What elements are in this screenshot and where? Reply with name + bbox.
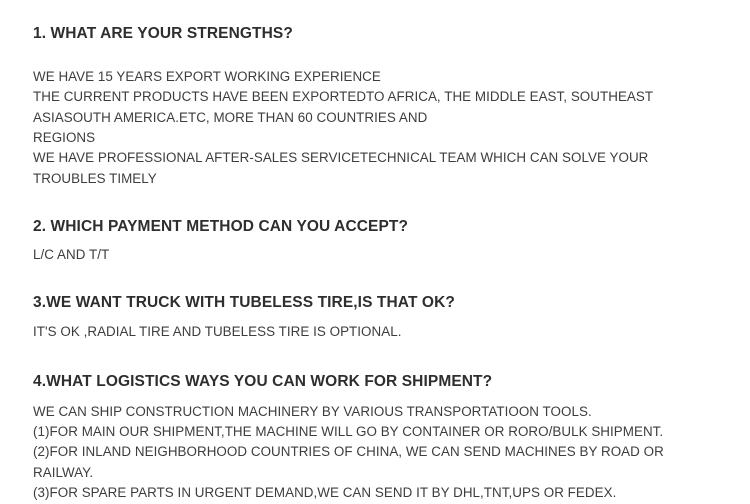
faq-answer bbox=[33, 245, 720, 265]
faq-answer bbox=[33, 322, 720, 342]
faq-answer-line: REGIONS bbox=[33, 130, 96, 146]
faq-block-tubeless-tire bbox=[33, 293, 720, 342]
faq-block-payment-method bbox=[33, 217, 720, 265]
faq-answer-line: (3)FOR SPARE PARTS IN URGENT DEMAND,WE CAN SEND IT BY DHL,TNT,UPS OR FEDEX. bbox=[33, 485, 617, 501]
faq-answer-line: WE HAVE 15 YEARS EXPORT WORKING EXPERIENCE bbox=[33, 68, 381, 84]
faq-question: 2. WHICH PAYMENT METHOD CAN YOU ACCEPT? bbox=[33, 218, 409, 236]
faq-block-strengths bbox=[33, 24, 720, 189]
faq-answer bbox=[33, 402, 720, 504]
faq-question: 3.WE WANT TRUCK WITH TUBELESS TIRE,IS THAT OK? bbox=[33, 294, 455, 312]
faq-block-logistics bbox=[33, 372, 720, 504]
faq-answer bbox=[33, 67, 720, 189]
faq-question: 1. WHAT ARE YOUR STRENGTHS? bbox=[33, 25, 293, 42]
faq-answer-line: THE CURRENT PRODUCTS HAVE BEEN EXPORTEDTO AFRICA, THE MIDDLE EAST, SOUTHEAST ASIASOUTH AMERICA.ETC, MORE THAN 60 COUNTRIES AND bbox=[33, 89, 656, 125]
faq-question: 4.WHAT LOGISTICS WAYS YOU CAN WORK FOR SHIPMENT? bbox=[33, 372, 493, 390]
faq-answer-line: (1)FOR MAIN OUR SHIPMENT,THE MACHINE WILL GO BY CONTAINER OR RORO/BULK SHIPMENT. bbox=[33, 424, 664, 440]
faq-answer-line: WE HAVE PROFESSIONAL AFTER-SALES SERVICETECHNICAL TEAM WHICH CAN SOLVE YOUR TROUBLES TIMELY bbox=[33, 150, 652, 186]
faq-answer-line: (2)FOR INLAND NEIGHBORHOOD COUNTRIES OF CHINA, WE CAN SEND MACHINES BY ROAD OR RAILWAY. bbox=[33, 444, 668, 480]
faq-answer-line: L/C AND T/T bbox=[33, 247, 110, 263]
faq-answer-line: WE CAN SHIP CONSTRUCTION MACHINERY BY VARIOUS TRANSPORTATIOON TOOLS. bbox=[33, 403, 592, 419]
faq-answer-line: IT'S OK ,RADIAL TIRE AND TUBELESS TIRE IS OPTIONAL. bbox=[33, 324, 402, 340]
